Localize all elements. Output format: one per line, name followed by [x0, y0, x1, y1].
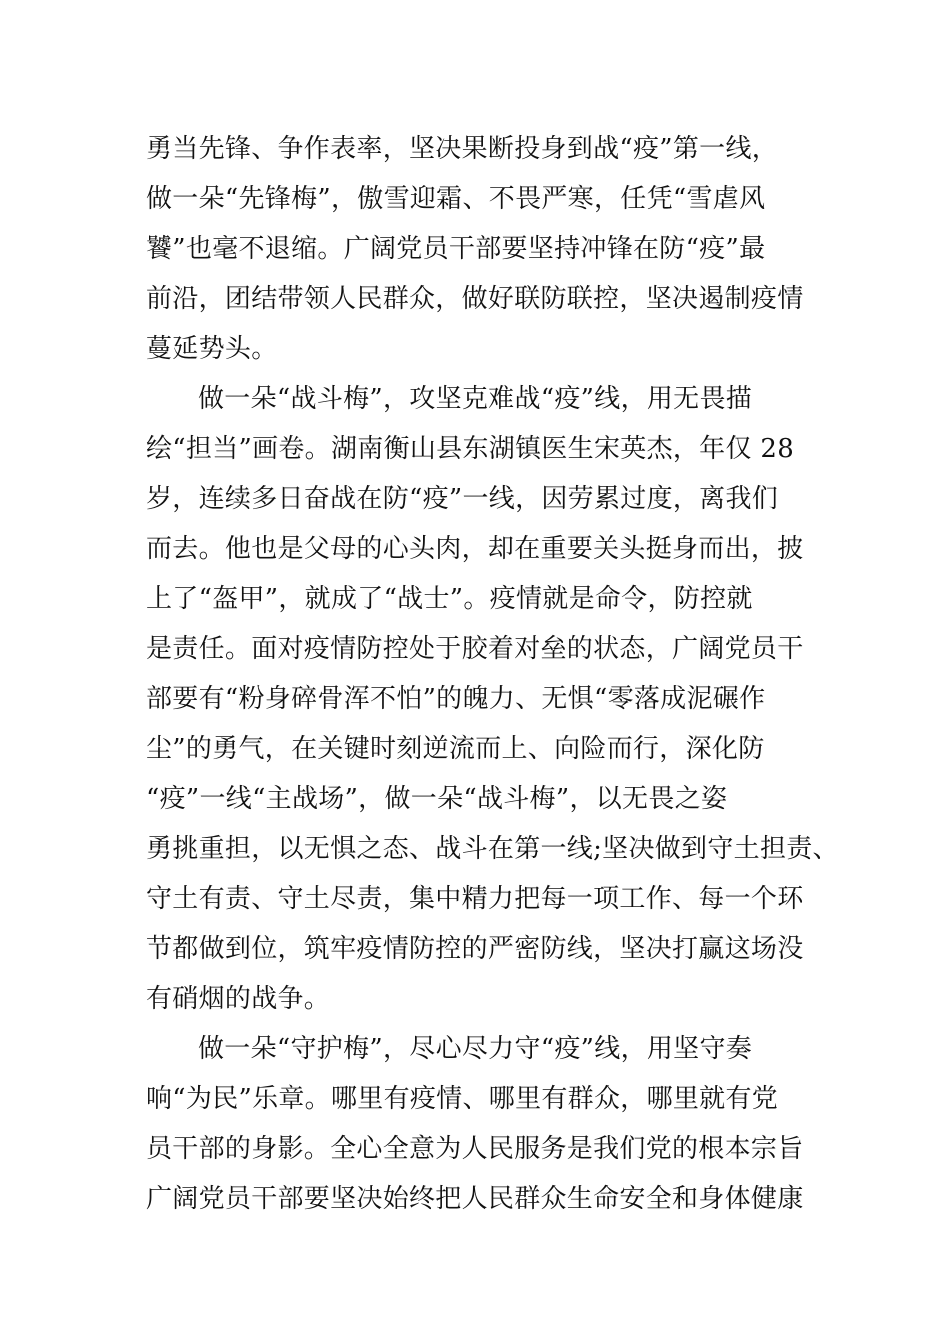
- text-line: 是责任。面对疫情防控处于胶着对垒的状态，广阔党员干: [146, 634, 804, 664]
- text-line: 上了“盔甲”，就成了“战士”。疫情就是命令，防控就: [146, 584, 753, 614]
- text-line: 守土有责、守土尽责，集中精力把每一项工作、每一个环: [146, 884, 804, 914]
- body-text: [146, 124, 839, 1224]
- text-line: 勇当先锋、争作表率，坚决果断投身到战“疫”第一线，: [146, 134, 779, 164]
- text-line: 有硝烟的战争。: [146, 984, 331, 1014]
- text-line: 广阔党员干部要坚决始终把人民群众生命安全和身体健康: [146, 1184, 804, 1214]
- text-line: 尘”的勇气，在关键时刻逆流而上、向险而行，深化防: [146, 734, 765, 764]
- text-line: 响“为民”乐章。哪里有疫情、哪里有群众，哪里就有党: [146, 1084, 779, 1114]
- text-line: 绘“担当”画卷。湖南衡山县东湖镇医生宋英杰，年仅 28: [146, 434, 795, 464]
- text-line: 做一朵“先锋梅”，傲雪迎霜、不畏严寒，任凭“雪虐风: [146, 184, 766, 214]
- text-line: 而去。他也是父母的心头肉，却在重要关头挺身而出，披: [146, 534, 804, 564]
- text-line: “疫”一线“主战场”，做一朵“战斗梅”，以无畏之姿: [146, 784, 728, 814]
- paragraph-first-line: 做一朵“战斗梅”，攻坚克难战“疫”线，用无畏描: [198, 384, 753, 414]
- text-line: 勇挑重担，以无惧之态、战斗在第一线;坚决做到守土担责、: [146, 834, 839, 864]
- text-line: 蔓延势头。: [146, 334, 278, 364]
- text-line: 员干部的身影。全心全意为人民服务是我们党的根本宗旨: [146, 1134, 804, 1164]
- text-line: 饕”也毫不退缩。广阔党员干部要坚持冲锋在防“疫”最: [146, 234, 766, 264]
- text-line: 前沿，团结带领人民群众，做好联防联控，坚决遏制疫情: [146, 284, 804, 314]
- text-line: 岁，连续多日奋战在防“疫”一线，因劳累过度，离我们: [146, 484, 779, 514]
- paragraph-first-line: 做一朵“守护梅”，尽心尽力守“疫”线，用坚守奏: [198, 1034, 753, 1064]
- text-line: 节都做到位，筑牢疫情防控的严密防线，坚决打赢这场没: [146, 934, 804, 964]
- text-line: 部要有“粉身碎骨浑不怕”的魄力、无惧“零落成泥碾作: [146, 684, 766, 714]
